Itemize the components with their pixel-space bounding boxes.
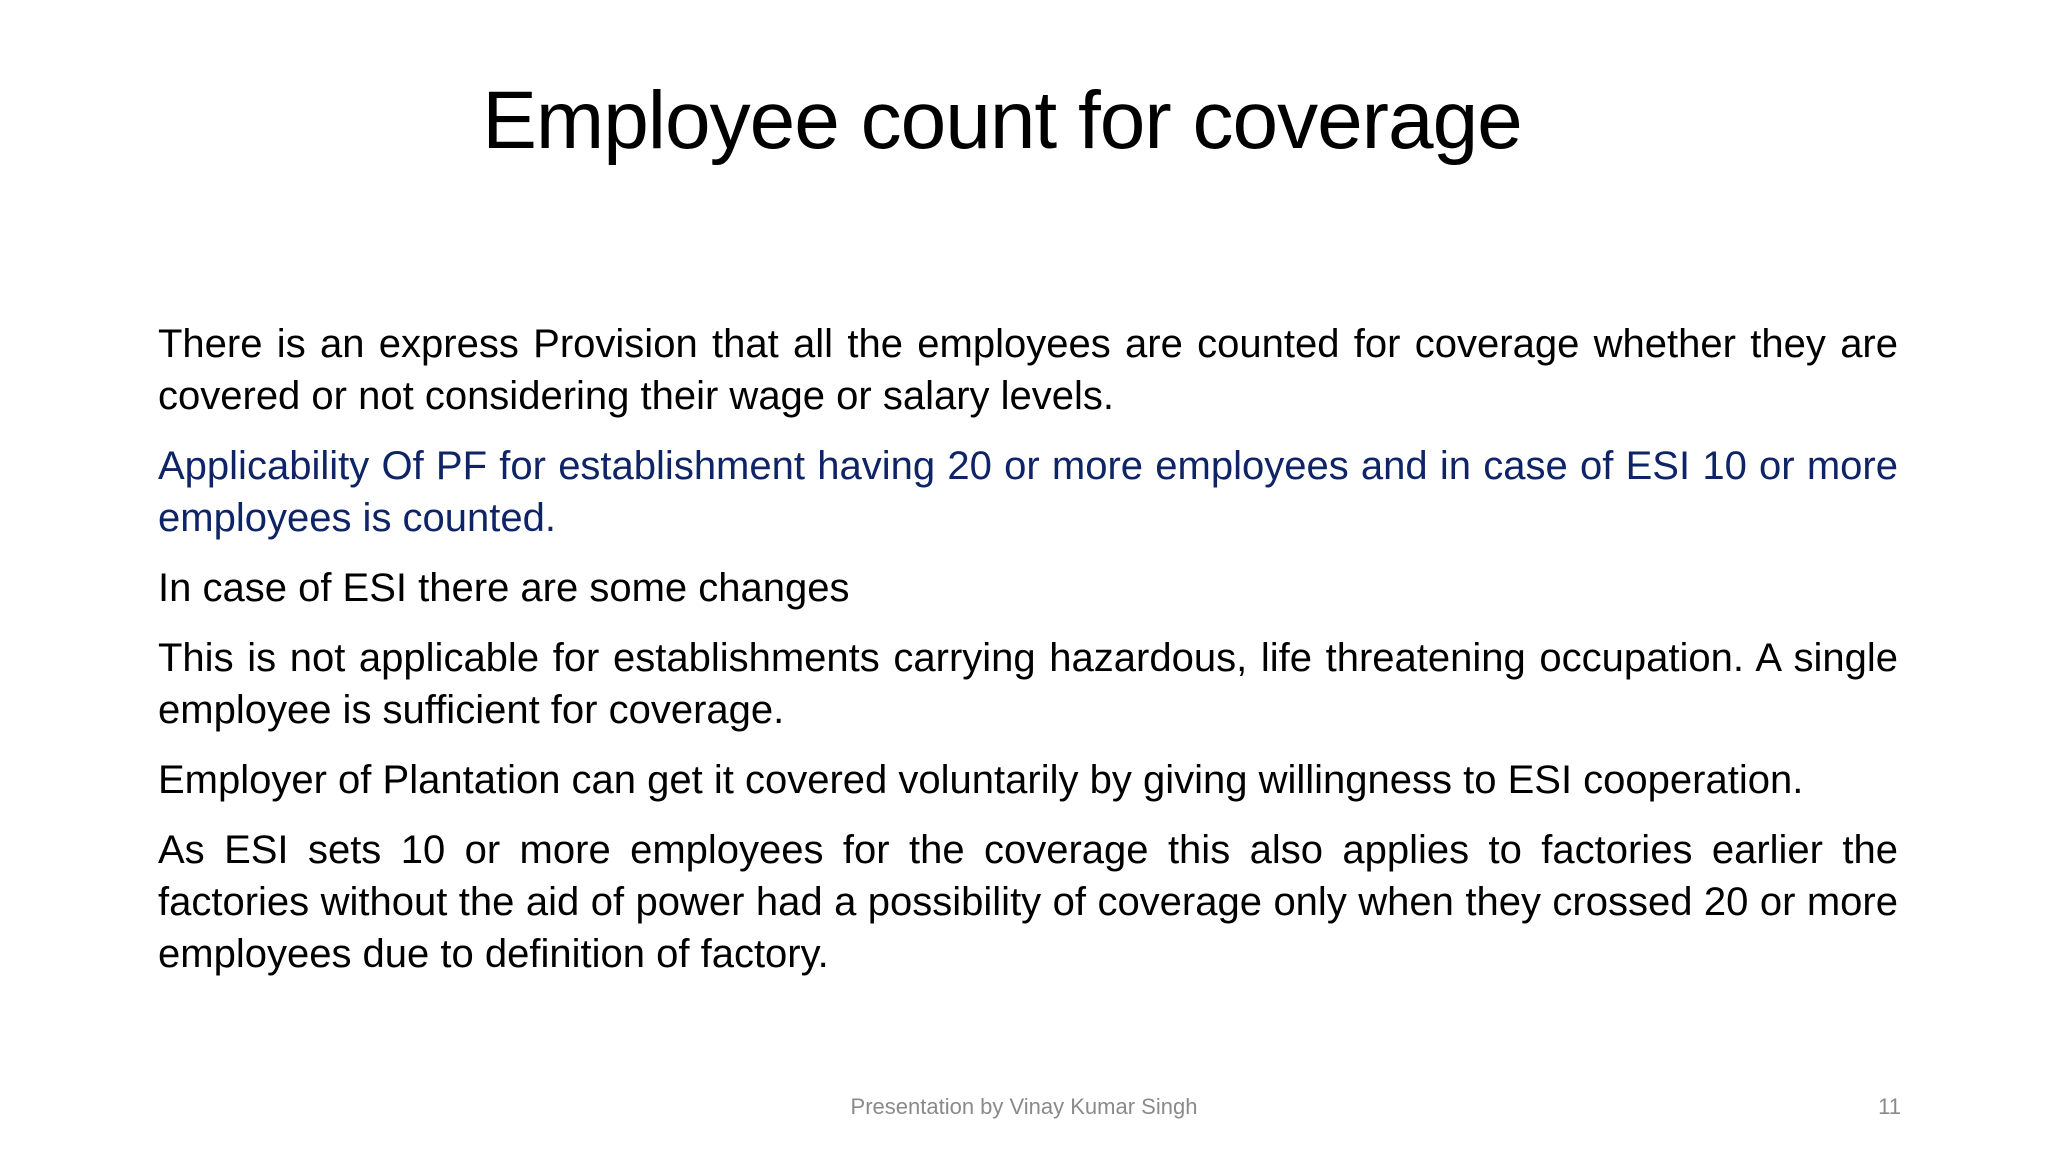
footer-credit: Presentation by Vinay Kumar Singh	[850, 1094, 1198, 1119]
paragraph-applicability: Applicability Of PF for establishment having 20 or more employees and in case of ESI 10 or more employees is counted.	[158, 444, 1898, 540]
slide-title: Employee count for coverage	[482, 75, 1522, 166]
paragraph-hazardous: This is not applicable for establishments carrying hazardous, life threatening occupation. A single employee is sufficient for coverage.	[158, 636, 1898, 732]
paragraph-factories: As ESI sets 10 or more employees for the coverage this also applies to factories earlier the factories without the aid of power had a possibility of coverage only when they crossed 20 or more employees due to definition of factory.	[158, 828, 1898, 976]
page-number: 11	[1878, 1094, 1901, 1119]
paragraph-express-provision: There is an express Provision that all the employees are counted for coverage whether they are covered or not considering their wage or salary levels.	[158, 322, 1898, 418]
paragraph-plantation: Employer of Plantation can get it covered voluntarily by giving willingness to ESI cooperation.	[158, 758, 1804, 802]
paragraph-esi-changes: In case of ESI there are some changes	[158, 566, 850, 610]
slide-body	[158, 318, 1898, 998]
